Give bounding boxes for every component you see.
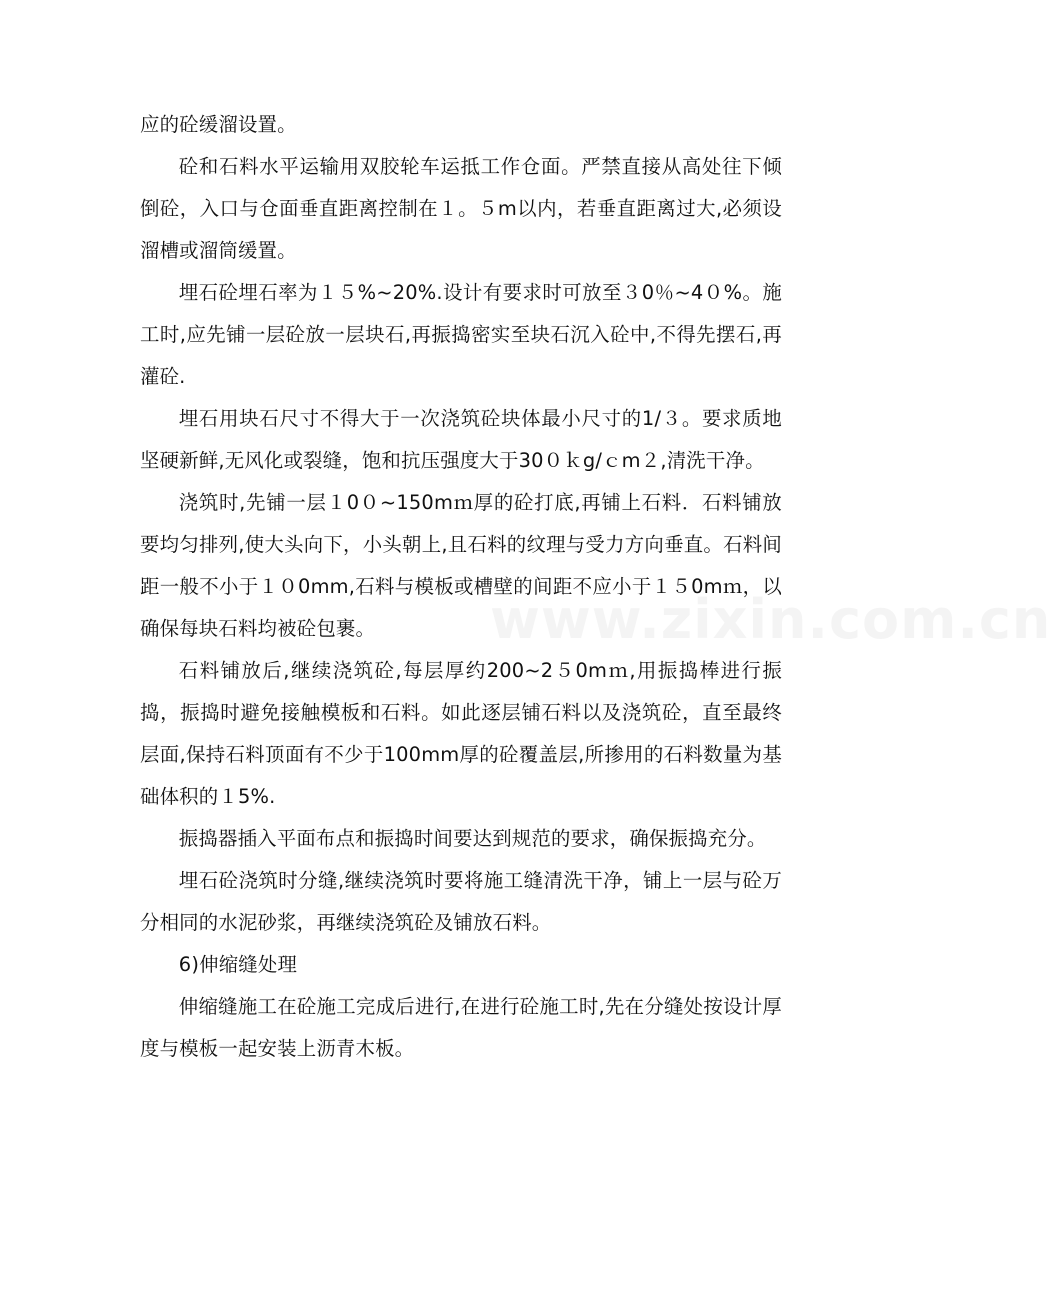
paragraph-vibration: 振捣器插入平面布点和振捣时间要达到规范的要求，确保振捣充分。 — [178, 827, 767, 850]
paragraph-expansion-joint: 伸缩缝施工在砼施工完成后进行,在进行砼施工时,先在分缝处按设计厚度与模板一起安装上沥青木板。 — [140, 995, 782, 1060]
paragraph-stone-ratio: 埋石砼埋石率为１５%~20%.设计有要求时可放至３0％~4０%。施工时,应先铺一层砼放一层块石,再振捣密实至块石沉入砼中,不得先摆石,再灌砼. — [140, 281, 782, 388]
paragraph-transport: 砼和石料水平运输用双胶轮车运抵工作仓面。严禁直接从高处往下倾倒砼，入口与仓面垂直距离控制在１。５m以内，若垂直距离过大,必须设溜槽或溜筒缓置。 — [140, 155, 782, 262]
paragraph-pouring: 浇筑时,先铺一层１0０~150mｍ厚的砼打底,再铺上石料．石料铺放要均匀排列,使大头向下，小头朝上,且石料的纹理与受力方向垂直。石料间距一般不小于１０0mm,石料与模板或槽壁的间距不应小于１５0mｍ，以确保每块石料均被砼包裹。 — [140, 491, 782, 640]
paragraph-layering: 石料铺放后,继续浇筑砼,每层厚约200~2５0mｍ,用振捣棒进行振捣，振捣时避免接触模板和石料。如此逐层铺石料以及浇筑砼，直至最终层面,保持石料顶面有不少于100mm厚的砼覆盖层,所掺用的石料数量为基础体积的１5%. — [140, 659, 782, 808]
paragraph-continuation: 应的砼缓溜设置。 — [140, 113, 297, 136]
paragraph-stone-size: 埋石用块石尺寸不得大于一次浇筑砼块体最小尺寸的1/３。要求质地坚硬新鲜,无风化或裂缝，饱和抗压强度大于30０ｋg/ｃm２,清洗干净。 — [140, 407, 782, 472]
section-heading-expansion-joint: 6)伸缩缝处理 — [178, 953, 298, 976]
body-text — [140, 104, 782, 1070]
paragraph-joints: 埋石砼浇筑时分缝,继续浇筑时要将施工缝清洗干净，铺上一层与砼万分相同的水泥砂浆，再继续浇筑砼及铺放石料。 — [140, 869, 782, 934]
watermark: www.zixin.com.cn — [490, 588, 1051, 651]
